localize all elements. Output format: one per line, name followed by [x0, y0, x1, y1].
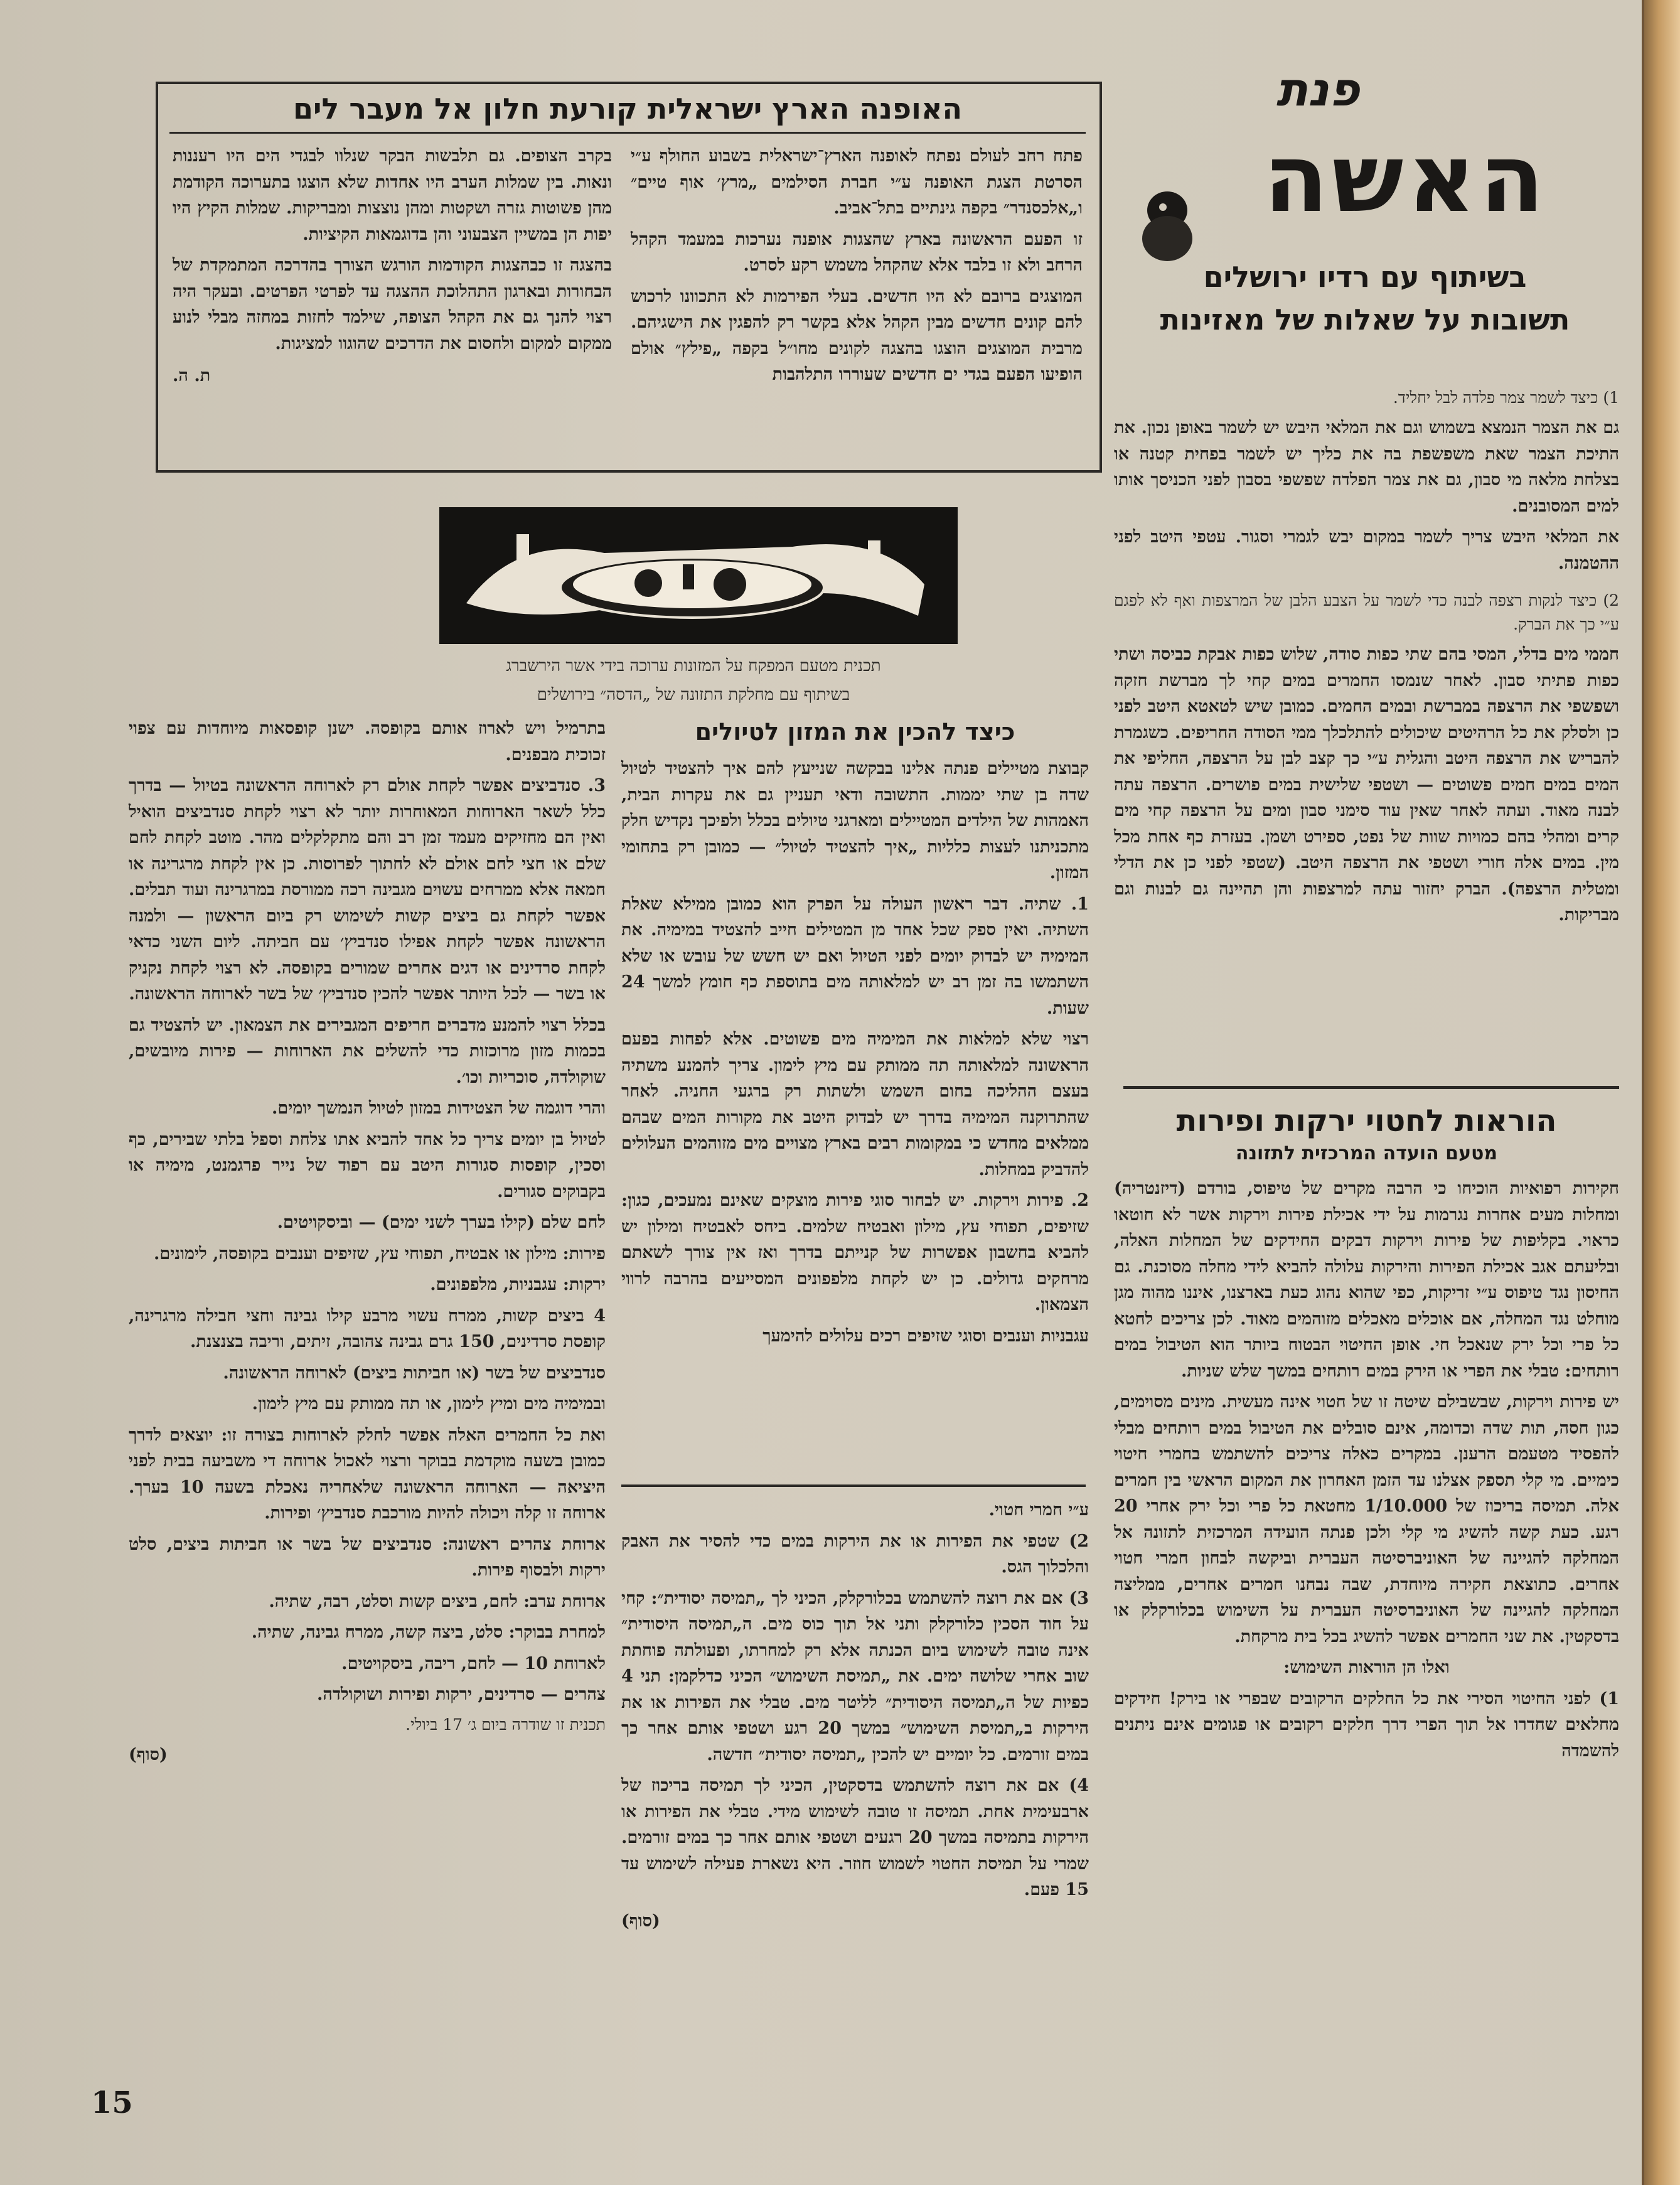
answer-1-para-1: גם את הצמר הנמצא בשמוש וגם את המלאי היבש יש לשמר באופן נכון. את התיכת הצמר שאת משפשפת בה את כליך יש לשמר בפחית קטנה או בצלחת מלאה מי סבון, גם את צמר הפלדה שפשפי בסבון לפני הכניסך אותו למים המסובנים.	[1114, 418, 1619, 516]
banner-caption	[377, 654, 1010, 712]
fashion-headline-wrap	[169, 91, 1086, 126]
trip-col2-para-12: ואת כל החמרים האלה אפשר לחלק לארוחות בצורה זו: יוצאים לדרך כמובן בשעה מוקדמת בבוקר ורצוי לאכול ארוחה די משביעה בבית לפני היציאה — הארוחה הראשונה שלאחריה נאכלת בשעה 10 בערך. ארוחה זו קלה ויכולה להיות מורכבת סנדביץ׳ ופירות.	[129, 1425, 606, 1523]
masthead-title-top: פנת	[1276, 63, 1360, 117]
trip-col2-para-15: למחרת בבוקר: סלט, ביצה קשה, ממרח גבינה, שתיה.	[251, 1623, 606, 1642]
fashion-para-2: זו הפעם הראשונה בארץ שהצגות אופנה נערכות במעמד הקהל הרחב ולא זו בלבד אלא שהקהל משמש רקע לסרט.	[631, 229, 1083, 275]
banner-caption-line-1: תכנית מטעם המפקח על המזונות ערוכה בידי אשר הירשברג	[506, 657, 881, 675]
program-banner	[439, 507, 958, 644]
section-title: תשובות על שאלות של מאזינות	[1160, 303, 1570, 336]
fruit-continued	[621, 1497, 1089, 1939]
fruit-instruction-1: 1) לפני החיטוי הסירי את כל החלקים הרקובים שבפרי או בירק! חידקים מחלאים שחדרו אל תוך הפרי דרך חלקים רקובים או פגומים אינם ניתנים להשמדה	[1114, 1688, 1619, 1761]
fruit-subhead: מטעם הועדה המרכזית לתזונה	[1235, 1142, 1498, 1164]
trip-para-2: 1. שתיה. דבר ראשון העולה על הפרק הוא כמובן ממילא שאלת השתיה. ואין ספק שכל אחד מן המטילים חייב להצטיד במימיה. את המימיה יש לבדוק יומים לפני הטיול ואם יש חשש של עובש או שלא השתמשו בה זמן רב יש למלאותה מים בתוספת כף חומץ למשך 24 שעות.	[621, 894, 1089, 1018]
fruit-end: (סוף)	[621, 1911, 660, 1931]
fashion-para-3: המוצגים ברובם לא היו חדשים. בעלי הפירמות לא התכוונו לרכוש להם קונים חדשים מבין הקהל אלא בקשר רק להפגין את הישגיהם. מרבית המוצגים הוצגו בהצגה לקונים מחו״ל בקפה „פילץ״ אולם הופיעו הפעם בגדי ים חדשים שעוררו התלהבות	[631, 286, 1083, 384]
fashion-signature: ת. ה.	[173, 366, 211, 385]
answer-2-para-1: חממי מים בדלי, המסי בהם שתי כפות סודה, שלוש כפות אבקת כביסה ושתי כפות פתיתי סבון. לאחר שנמסו החמרים במים קחי לך מברשת חזקה ושפשפי את הרצפה במברשת ובמים החמים. כמובן שיש לטאטא היטב לפני כן ולסלק את כל הרהיטים שיכולים להתלכלך ממי הסודה החריפים. כשגמרת להבריש את הרצפה היטב והגלית ע״י כך קצב לבן על הרצפה, החליפי את המים במים חמים פשוטים — ושטפי שלישית במים פושרים. הרצפה עתה לבנה מאוד. ועתה לאחר שאין עוד סימני סבון ומים על הרצפה קחי מים קרים ומהלי בהם כמויות שוות של נפט, ספירט ושמן. בעזרת כף אחת מכל מין. במים אלה חורי ושטפי את הרצפה היטב. (שטפי לפני כן את הדלי ומטלית הרצפה). הברק יחזור עתה למרצפות והן תהיינה גם לבנות וגם מבריקות.	[1114, 645, 1619, 925]
fashion-col-1	[631, 143, 1083, 393]
partner-line: בשיתוף עם רדיו ירושלים	[1203, 260, 1527, 294]
trip-para-1: קבוצת מטיילים פנתה אלינו בבקשה שנייעץ להם איך להצטיד לטיול שדה בן שתי יממות. התשובה ודאי תעניין גם את עקרות הבית, האמהות של הילדים המטיילים ומארגני טיולים בכלל ולפיכך נקדיש חלק מתכניתנו לעצות כלליות „איך להצטיד לטיול״ — כמובן רק בתחומי המזון.	[621, 759, 1089, 883]
trip-col2-para-14: ארוחת ערב: לחם, ביצים קשות וסלט, רבה, שתיה.	[269, 1591, 606, 1611]
masthead-title: האשה	[1263, 124, 1548, 234]
trip-col2-para-7: פירות: מילון או אבטיח, תפוחי עץ, שזיפים וענבים בקופסה, לימונים.	[153, 1243, 606, 1264]
trip-headline: כיצד להכין את המזון לטיולים	[695, 718, 1015, 746]
fruit-article	[1114, 1102, 1619, 1769]
trip-col2-para-11: ובמימיה מים ומיץ לימון, או תה ממותק עם מיץ לימון.	[252, 1394, 606, 1414]
fruit-para-1: חקירות רפואיות הוכיחו כי הרבה מקרים של טיפוס, בורדם (דיזנטריה) ומחלות מעים אחרות נגרמות על ידי אכילת פירות וירקות אשר לא חוטאו כראוי. בקליפות של פירות וירקות דבקים החידקים של המחלות האלה, ובליעתם אגב אכילת הפירות והירקות עלולה להביא לידי מחלה מסוכנת. גם החיסון נגד טיפוס ע״י זריקות, כפי שהוא נהוג כעת בארצנו, איננו מהוה מגן מוחלט נגד המחלה, אם אוכלים מאכלים מזוהמים מאוד. לכן צריכים לחטא כל פרי וכל ירק שנאכל חי. אופן החיטוי הבטוח ביותר הוא הטיבול במים רותחים: טבלי את הפרי או הירק במים רותחים במשך שלש שניות.	[1114, 1179, 1619, 1381]
trip-col2-para-1: בתרמיל ויש לארוז אותם בקופסה. ישנן קופסאות מיוחדות עם צפוי זכוכית מבפנים.	[129, 719, 606, 765]
masthead-sub	[1114, 260, 1616, 340]
trip-col2-para-5: לטיול בן יומים צריך כל אחד להביא אתו צלחת וספל בלתי שבירים, כף וסכין, קופסות סגורות היטב עם רפוד של נייר פרגמנט, מימיה או בקבוקים סגורים.	[129, 1129, 606, 1201]
fashion-para-4: בקרב הצופים. גם תלבשות הבקר שנלוו לבגדי הים היו רעננות ונאות. בין שמלות הערב היו אחדות שלא הוצגו בתערוכה הקודמת מהן פשוטות גזרה ושקטות ומהן נוצצות ומבריקות. שמלות הקיץ היו יפות הן במשיין הצבעוני והן בדוגמאות הקיציות.	[173, 146, 612, 244]
banner-caption-line-2: בשיתוף עם מחלקת התזונה של „הדסה״ בירושלים	[537, 685, 850, 704]
fruit-cont-1: ע״י חמרי חטוי.	[988, 1500, 1089, 1520]
trip-col2-para-17: צהרים — סרדינים, ירקות ופירות ושוקולדה.	[317, 1685, 606, 1704]
masthead	[1126, 63, 1622, 270]
fashion-para-1: פתח רחב לעולם נפתח לאופנה הארץ־ישראלית בשבוע החולף ע״י הסרטת הצגת האופנה ע״י חברת הסילמים „מרץ׳ אוף טיים״ ו„אלכסנדר״ בקפה גינתיים בתל־אביב.	[631, 146, 1083, 218]
trip-para-4: 2. פירות וירקות. יש לבחור סוגי פירות מוצקים שאינם נמעכים, כגון: שזיפים, תפוחי עץ, מילון ואבטיח שלמים. ביחס לאבטיח ומילון יש להביא בחשבון אפשרות של קנייתם בדרך ואז אין צורך לשאתם מרחקים גדולים. כן יש לקחת מלפפונים המסייעים בהרבה לרווי הצמאון.	[621, 1191, 1089, 1314]
fruit-cont-2: 2) שטפי את הפירות או את הירקות במים כדי להסיר את האבק והלכלוך הגס.	[621, 1531, 1089, 1577]
fashion-col-2	[173, 143, 612, 394]
trip-col2-para-16: לארוחת 10 — לחם, ריבה, ביסקויטים.	[341, 1653, 606, 1673]
page-edge-shadow	[1642, 0, 1644, 2185]
fruit-instructions-heading: ואלו הן הוראות השימוש:	[1283, 1658, 1450, 1677]
trip-col2-para-10: סנדביצים של בשר (או חביתות ביצים) לארוחה הראשונה.	[223, 1363, 606, 1383]
trip-col2-para-3: בכלל רצוי להמנע מדברים חריפים המגבירים את הצמאון. יש להצטיד גם בכמות מזון מרוכזות כדי להשלים את הארוחות — פירות מיובשים, שוקולדה, סוכריות וכו׳.	[129, 1015, 606, 1087]
trip-col2-para-4: והרי דוגמה של הצטידות במזון לטיול הנמשך יומים.	[272, 1098, 606, 1118]
trip-col2-para-2: 3. סנדביצים אפשר לקחת אולם רק לארוחה הראשונה בטיול — בדרך כלל לשאר הארוחות המאוחרות יותר לא רצוי לקחת סנדביצים הואיל ואין הם מחזיקים מעמד זמן רב והם מתקלקלים מהר. מוטב לקחת לחם שלם או חצי לחם אולם לא לחתוך לפרוסות. כן אין לקחת מרגרינה או חמאה אלא ממרחים עשוים מגבינה רכה ממורסת במרגרינה ועוד תבלים. אפשר לקחת גם ביצים קשות לשימוש רק ביום הראשון — ולמנה הראשונה אפשר לקחת אפילו סנדביץ׳ עם חביתה. ליום השני כדאי לקחת סרדינים או דגים אחרים שמורים בקופסה. לא רצוי לקחת נקניק או בשר — לכל היותר אפשר להכין סנדביץ׳ של בשר לארוחה הראשונה.	[129, 776, 606, 1004]
qa-column	[1114, 386, 1619, 933]
trip-col-1	[621, 716, 1089, 1354]
fruit-headline: הוראות לחטוי ירקות ופירות	[1176, 1103, 1557, 1139]
trip-col2-para-8: ירקות: עגבניות, מלפפונים.	[430, 1275, 606, 1294]
article-divider	[621, 1484, 1086, 1487]
answer-1-para-2: את המלאי היבש צריך לשמר במקום יבש לגמרי וסגור. עטפי היטב לפני ההטמנה.	[1114, 527, 1619, 573]
trip-para-5: עגבניות וענבים וסוגי שזיפים רכים עלולים להימעך	[762, 1326, 1089, 1346]
trip-col-2	[129, 716, 606, 1773]
fashion-headline: האופנה הארץ ישראלית קורעת חלון אל מעבר לים	[292, 92, 963, 126]
trip-footer-note: תכנית זו שודרה ביום ג׳ 17 ביולי.	[405, 1715, 606, 1734]
fruit-cont-4: 4) אם את רוצה להשתמש בדסקטין, הכיני לך תמיסה בריכוז של ארבעימית אחת. תמיסה זו טובה לשימוש מידי. טבלי את הפירות או הירקות בתמיסה במשך 20 רגעים ושטפי אותם אחר כך במים זורמים. שמרי על תמיסת החטוי לשמוש חוזר. היא נשארת פעילה לשימוש עד 15 פעם.	[621, 1776, 1089, 1899]
trip-col2-para-6: לחם שלם (קילו בערך לשני ימים) — וביסקויטים.	[277, 1213, 606, 1232]
page-number: 15	[91, 2085, 133, 2120]
trip-para-3: רצוי שלא למלאות את המימיה מים פשוטים. אלא לפחות בפעם הראשונה למלאותה תה ממותק עם מיץ לימון. צריך להמנע משתיה בעצם ההליכה בחום השמש ולשתות רק ברגעי החניה. לאחר שהתרוקנה המימיה בדרך יש לבדוק היטב את מקורות המים שבהם ממלאים מחדש כי במקומות רבים בארץ מצויים מים מזוהמים העלולים להדביק במחלות.	[621, 1029, 1089, 1179]
masthead-illustration	[1139, 188, 1196, 264]
trip-col2-para-13: ארוחת צהרים ראשונה: סנדביצים של בשר או חביתות ביצים, סלט ירקות ולבסוף פירות.	[129, 1534, 606, 1580]
column-rule	[1123, 1086, 1619, 1089]
fashion-para-5: בהצגה זו כבהצגות הקודמות הורגש הצורך בהדרכה המתמקדת של הבחורות ובארגון התהלוכת ההצגה עד לפרטי הפרטים. ובעקר היה רצוי להנך גם את הקהל הצופה, שילמד לחזות במחזה מבלי לנוע ממקום למקום ולחסום את הדרכים שהוגוו למציגות.	[173, 255, 612, 353]
fashion-headline-rule	[169, 132, 1086, 134]
fruit-cont-3: 3) אם את רוצה להשתמש בכלורקלק, הכיני לך „תמיסה יסודית״: קחי על חוד הסכין כלורקלק ותני אל תוך כוס מים. ה„תמיסה היסודית״ אינה טובה לשימוש ביום הכנתה אלא רק למחרתו, ופעולתה פוחתת שוב אחרי שלושה ימים. את „תמיסת השימוש״ הכיני כדלקמן: תני 4 כפיות של ה„תמיסה היסודית״ לליטר מים. טבלי את הפירות או את הירקות ב„תמיסת השימוש״ במשך 20 רגע ושטפי אותם אחר כך במים זורמים. כל יומיים יש להכין „תמיסה יסודית״ חדשה.	[621, 1588, 1089, 1764]
fruit-para-2: יש פירות וירקות, שבשבילם שיטה זו של חטוי אינה מעשית. מינים מסוימים, כגון חסה, תות שדה וכדומה, אינם סובלים את הטיבול במים רותחים מבלי להפסיד מטעמם הרענן. במקרים כאלה צריכים להשתמש בחמרי חיטוי כימיים. מי קלי תספק אצלנו עד הזמן האחרון את המקום הראשי בין חמרים אלה. תמיסה בריכוז של 1/10.000 מחטאת כל פרי וכל ירק אחרי 20 רגע. כעת קשה להשיג מי קלי ולכן פנתה הועידה המרכזית לתזונה אל המחלקה להגיינה של האוניברסיטה העברית וביקשה לבחון חמרי חטוי אחרים. כתוצאת חקירה מיוחדת, שבה נבחנו חמרים אחרים, ממליצה המחלקה להגיינה של האוניברסיטה העברית על השימוש בכלורקלק או בדסקטין. את שני החמרים אפשר להשיג בכל בית מרקחת.	[1114, 1392, 1620, 1646]
question-1: 1) כיצד לשמר צמר פלדה לבל יחליד.	[1393, 389, 1619, 407]
page-edge	[1644, 0, 1680, 2185]
trip-end: (סוף)	[129, 1744, 168, 1764]
banner-illustration	[441, 509, 952, 638]
question-2: 2) כיצד לנקות רצפה לבנה כדי לשמר על הצבע הלבן של המרצפות ואף לא לפגם ע״י כך את הברק.	[1114, 591, 1619, 633]
trip-col2-para-9: 4 ביצים קשות, ממרח עשוי מרבע קילו גבינה וחצי חבילה מרגרינה, קופסת סרדינים, 150 גרם גבינה צהובה, זיתים, וריבה בצנצנת.	[129, 1306, 606, 1351]
